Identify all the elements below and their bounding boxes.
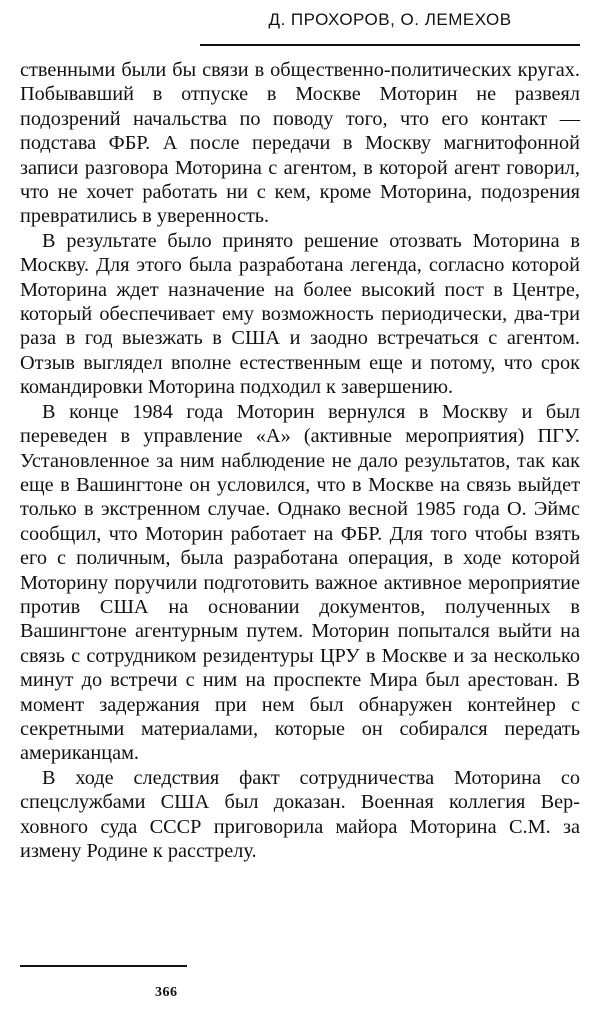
running-head: Д. ПРОХОРОВ, О. ЛЕМЕХОВ — [268, 10, 512, 29]
paragraph: В ходе следствия факт сотрудничества Моторина со спецслужбами США был доказан. Военная коллегия Верховного суда СССР приговорила майора Моторина С.М. за измену Родине к расстрелу. — [20, 766, 580, 862]
paragraph-continued: ственными были бы связи в общественно-политических кругах. Побывавший в отпуске в Москве Моторин не развеял подозрений начальства по поводу того, что его контакт — подстава ФБР. А после передачи в Москву магнитофонной записи разговора Моторина с агентом, в которой агент говорил, что не хочет работать ни с кем, кроме Моторина, подозрения превратились в уверенность. — [20, 59, 580, 228]
paragraph: В конце 1984 года Моторин вернулся в Москву и был переведен в управление «А» (активные мероприятия) ПГУ. Установленное за ним наблюдение не дало результатов, так как еще в Вашингтоне он условился, что в Москве на связь выйдет только в экстренном случае. Однако весной 1985 года О. Эймс сообщил, что Моторин работает на ФБР. Для того чтобы взять его с поличным, была разработана операция, в ходе которой Моторину поручили подготовить важное активное мероприятие против США на основании документов, полученных в Вашингтоне агентурным путем. Моторин попытался выйти на связь с сотрудником резидентуры ЦРУ в Москве и за несколько минут до встречи с ним на проспекте Мира был арестован. В момент задержания при нем был обнаружен контейнер с секретными материалами, которые он собирался передать американцам. — [20, 400, 580, 765]
footer-rule — [20, 965, 187, 967]
header-rule — [200, 44, 580, 46]
paragraph: В результате было принято решение отозвать Моторина в Москву. Для этого была разработана легенда, согласно которой Моторина ждет назначение на более высокий пост в Центре, который обеспечивает ему возможность периодически, два-три раза в год выезжать в США и заодно встречаться с агентом. Отзыв выглядел вполне естественным еще и потому, что срок командировки Моторина подходил к завершению. — [20, 229, 580, 399]
body-text — [20, 58, 580, 863]
page-number: 366 — [155, 985, 178, 1000]
